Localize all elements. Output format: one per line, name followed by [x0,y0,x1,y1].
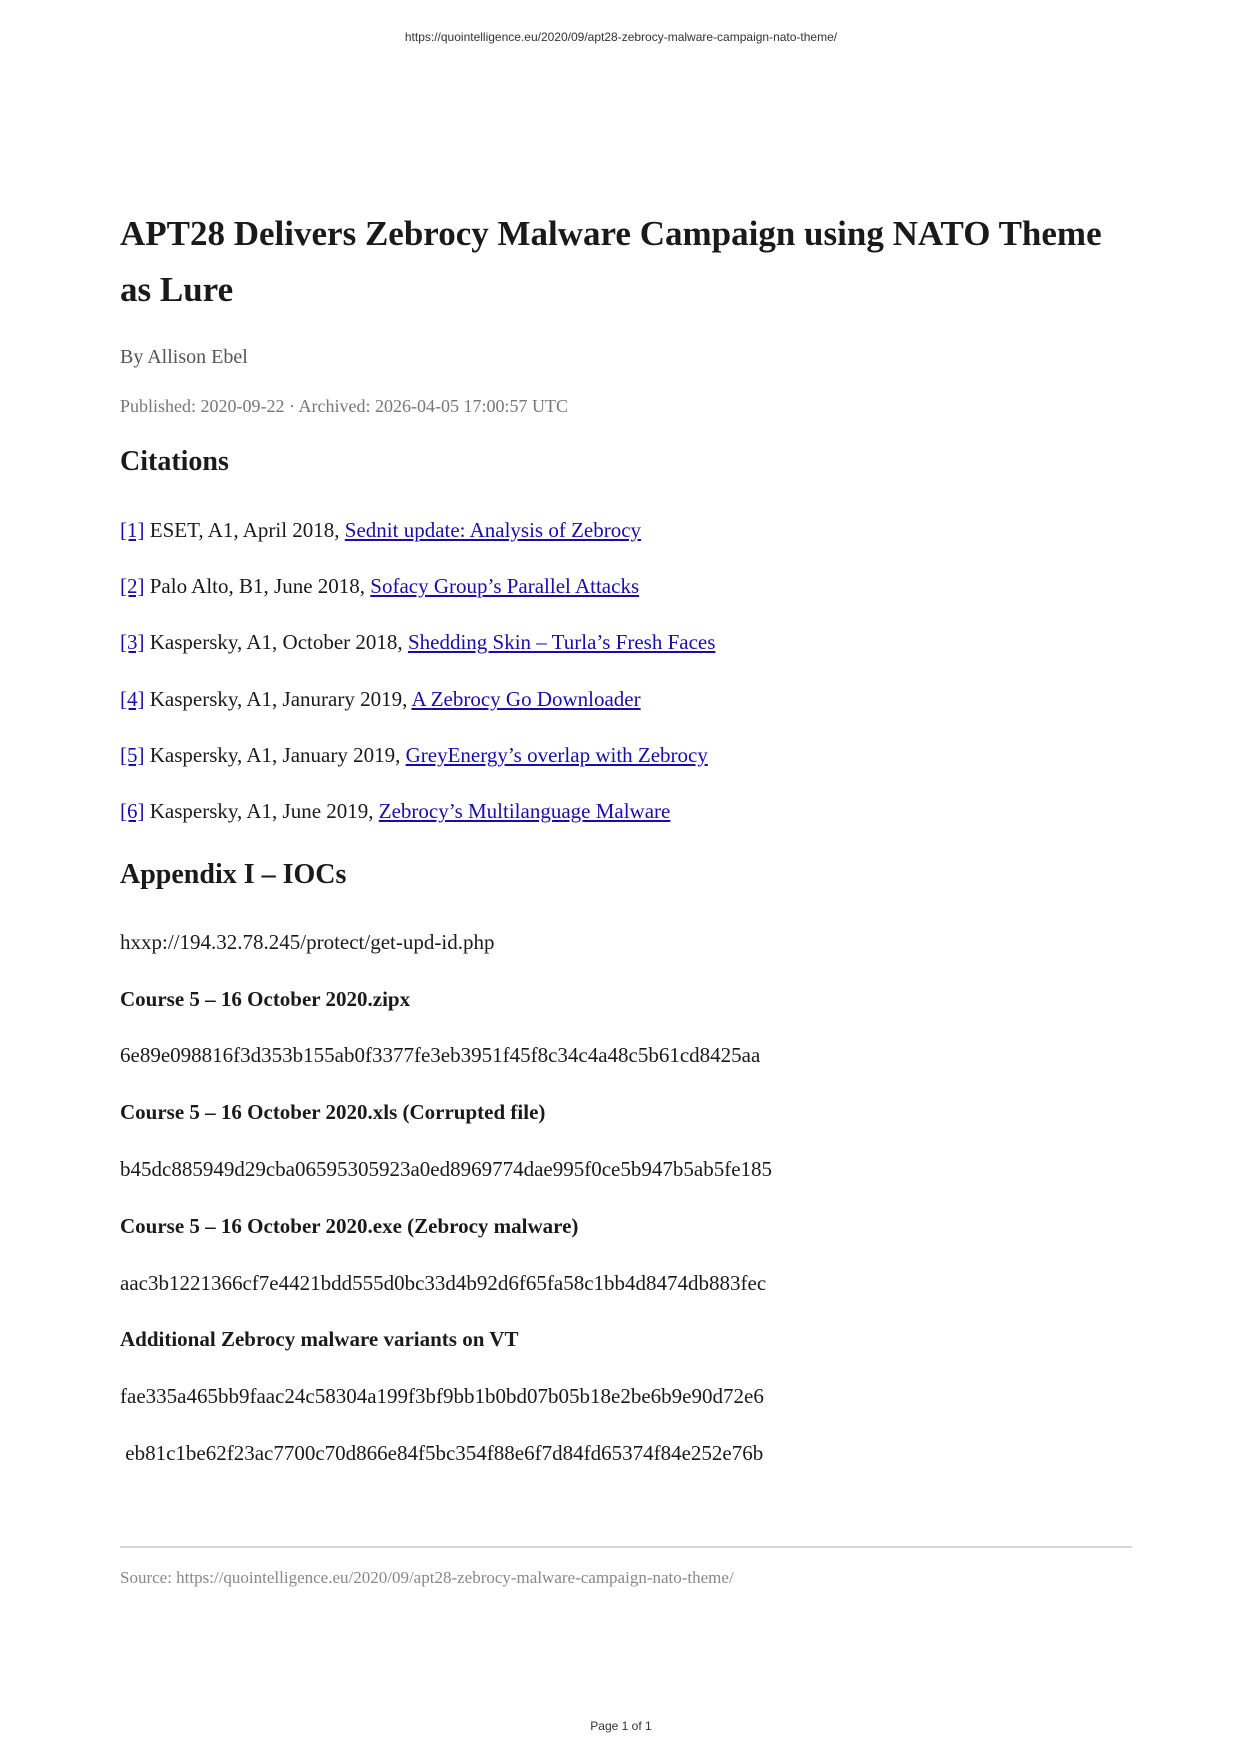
citation-text: Kaspersky, A1, January 2019, [144,743,406,767]
citation-ref-link[interactable]: [6] [120,799,145,823]
citation-title-link[interactable]: Zebrocy’s Multilanguage Malware [378,799,671,823]
citations-heading: Citations [120,446,229,477]
ioc-url: hxxp://194.32.78.245/protect/get-upd-id.php [120,930,495,954]
ioc-hash: eb81c1be62f23ac7700c70d866e84f5bc354f88e6f7d84fd65374f84e252e76b [120,1441,764,1465]
citation-text: Kaspersky, A1, October 2018, [144,630,408,654]
source-line: Source: https://quointelligence.eu/2020/09/apt28-zebrocy-malware-campaign-nato-theme/ [120,1568,734,1587]
ioc-filename: Course 5 – 16 October 2020.xls (Corrupted file) [120,1100,546,1124]
ioc-hash: fae335a465bb9faac24c58304a199f3bf9bb1b0bd07b05b18e2be6b9e90d72e6 [120,1384,764,1408]
article-byline: By Allison Ebel [120,346,248,368]
citation-text: Kaspersky, A1, Janurary 2019, [144,687,412,711]
citation-text: Kaspersky, A1, June 2019, [144,799,379,823]
citation-item [120,799,670,824]
citation-title-link[interactable]: Sednit update: Analysis of Zebrocy [344,518,642,542]
citation-item [120,743,708,768]
citation-item [120,630,715,655]
citation-title-link[interactable]: Shedding Skin – Turla’s Fresh Faces [407,630,716,654]
citation-item [120,687,641,712]
citation-title-link[interactable]: A Zebrocy Go Downloader [411,687,641,711]
ioc-filename: Course 5 – 16 October 2020.exe (Zebrocy malware) [120,1214,579,1238]
article-meta: Published: 2020-09-22 · Archived: 2026-04-05 17:00:57 UTC [120,396,568,416]
citation-title-link[interactable]: Sofacy Group’s Parallel Attacks [370,574,640,598]
ioc-hash: 6e89e098816f3d353b155ab0f3377fe3eb3951f45f8c34c4a48c5b61cd8425aa [120,1043,761,1067]
citation-ref-link[interactable]: [3] [120,630,145,654]
page-url-header: https://quointelligence.eu/2020/09/apt28-zebrocy-malware-campaign-nato-theme/ [404,30,838,44]
citation-text: ESET, A1, April 2018, [144,518,345,542]
page-number: Page 1 of 1 [590,1719,652,1733]
ioc-hash: b45dc885949d29cba06595305923a0ed8969774dae995f0ce5b947b5ab5fe185 [120,1157,773,1181]
citation-item [120,518,641,543]
citation-item [120,574,639,599]
citation-ref-link[interactable]: [4] [120,687,145,711]
article-title: APT28 Delivers Zebrocy Malware Campaign using NATO Theme as Lure [120,214,1102,309]
citation-ref-link[interactable]: [1] [120,518,145,542]
citation-ref-link[interactable]: [2] [120,574,145,598]
citation-text: Palo Alto, B1, June 2018, [144,574,371,598]
citation-ref-link[interactable]: [5] [120,743,145,767]
appendix-heading: Appendix I – IOCs [120,859,347,890]
ioc-filename: Course 5 – 16 October 2020.zipx [120,987,411,1011]
ioc-hash: aac3b1221366cf7e4421bdd555d0bc33d4b92d6f65fa58c1bb4d8474db883fec [120,1271,767,1295]
ioc-subheading: Additional Zebrocy malware variants on VT [120,1327,519,1351]
footer-divider [120,1546,1132,1548]
citation-title-link[interactable]: GreyEnergy’s overlap with Zebrocy [405,743,708,767]
